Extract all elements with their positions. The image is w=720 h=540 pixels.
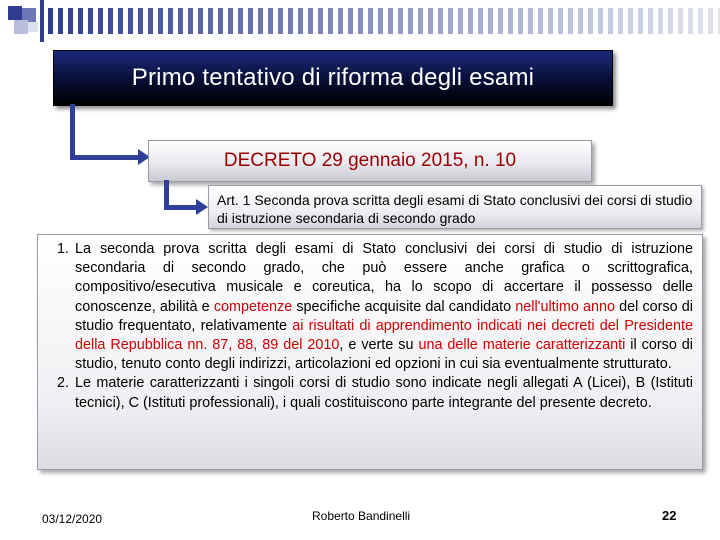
decor-square-dark bbox=[8, 6, 22, 20]
connector-arrow-2-icon bbox=[196, 199, 208, 215]
highlighted-text: ai risultati di apprendimento indicati nei decreti del Presidente della Repubblica nn. 87, 88, 89 del 2010 bbox=[75, 317, 693, 354]
list-item bbox=[73, 240, 693, 374]
footer-author: Roberto Bandinelli bbox=[312, 509, 411, 523]
highlighted-text: una delle materie caratterizzanti bbox=[418, 337, 626, 354]
body-text: specifiche acquisite dal candidato bbox=[292, 298, 516, 315]
connector-line-horizontal-1 bbox=[70, 155, 140, 160]
body-text: il corso di studio, tenuto conto degli indirizzi, articolazioni ed opzioni in cui sia eventualmente strutturato. bbox=[75, 337, 693, 373]
body-text: , e verte su bbox=[339, 337, 419, 354]
footer-date: 03/12/2020 bbox=[42, 512, 103, 526]
body-text: La seconda prova scritta degli esami di Stato conclusivi dei corsi di studio di istruzione secondaria di secondo grado, che può essere anche grafica o scrittografica, compositivo/esecutiva musicale e coreutica, ha lo scopo di accertare il possesso delle conoscenze, abilità e bbox=[75, 241, 693, 315]
header-vertical-rule bbox=[40, 0, 44, 42]
main-text-box bbox=[37, 234, 703, 470]
connector-line-horizontal-2 bbox=[164, 205, 198, 210]
connector-line-vertical-1 bbox=[70, 104, 75, 160]
highlighted-text: nell'ultimo anno bbox=[515, 298, 615, 315]
list-item bbox=[73, 374, 693, 412]
decor-square-light bbox=[14, 20, 28, 34]
slide-title-box bbox=[53, 50, 613, 106]
decree-box bbox=[148, 140, 592, 182]
header-stripe-fade bbox=[48, 8, 720, 34]
article-box bbox=[208, 185, 702, 229]
slide-title: Primo tentativo di riforma degli esami bbox=[131, 64, 535, 91]
body-text: del corso di studio frequentato, relativamente bbox=[75, 298, 693, 334]
highlighted-text: competenze bbox=[213, 298, 293, 315]
decor-square-pale bbox=[28, 22, 38, 32]
body-text: Le materie caratterizzanti i singoli corsi di studio sono indicate negli allegati A (Licei), B (Istituti tecnici), C (Istituti professionali), i quali costituiscono parte integrante del presente decreto. bbox=[75, 375, 693, 411]
page-number: 22 bbox=[662, 508, 677, 523]
decree-title: DECRETO 29 gennaio 2015, n. 10 bbox=[223, 150, 517, 171]
article-text: Art. 1 Seconda prova scritta degli esami di Stato conclusivi dei corsi di studio di istruzione secondaria di secondo grado bbox=[217, 192, 693, 226]
numbered-list bbox=[38, 235, 702, 413]
